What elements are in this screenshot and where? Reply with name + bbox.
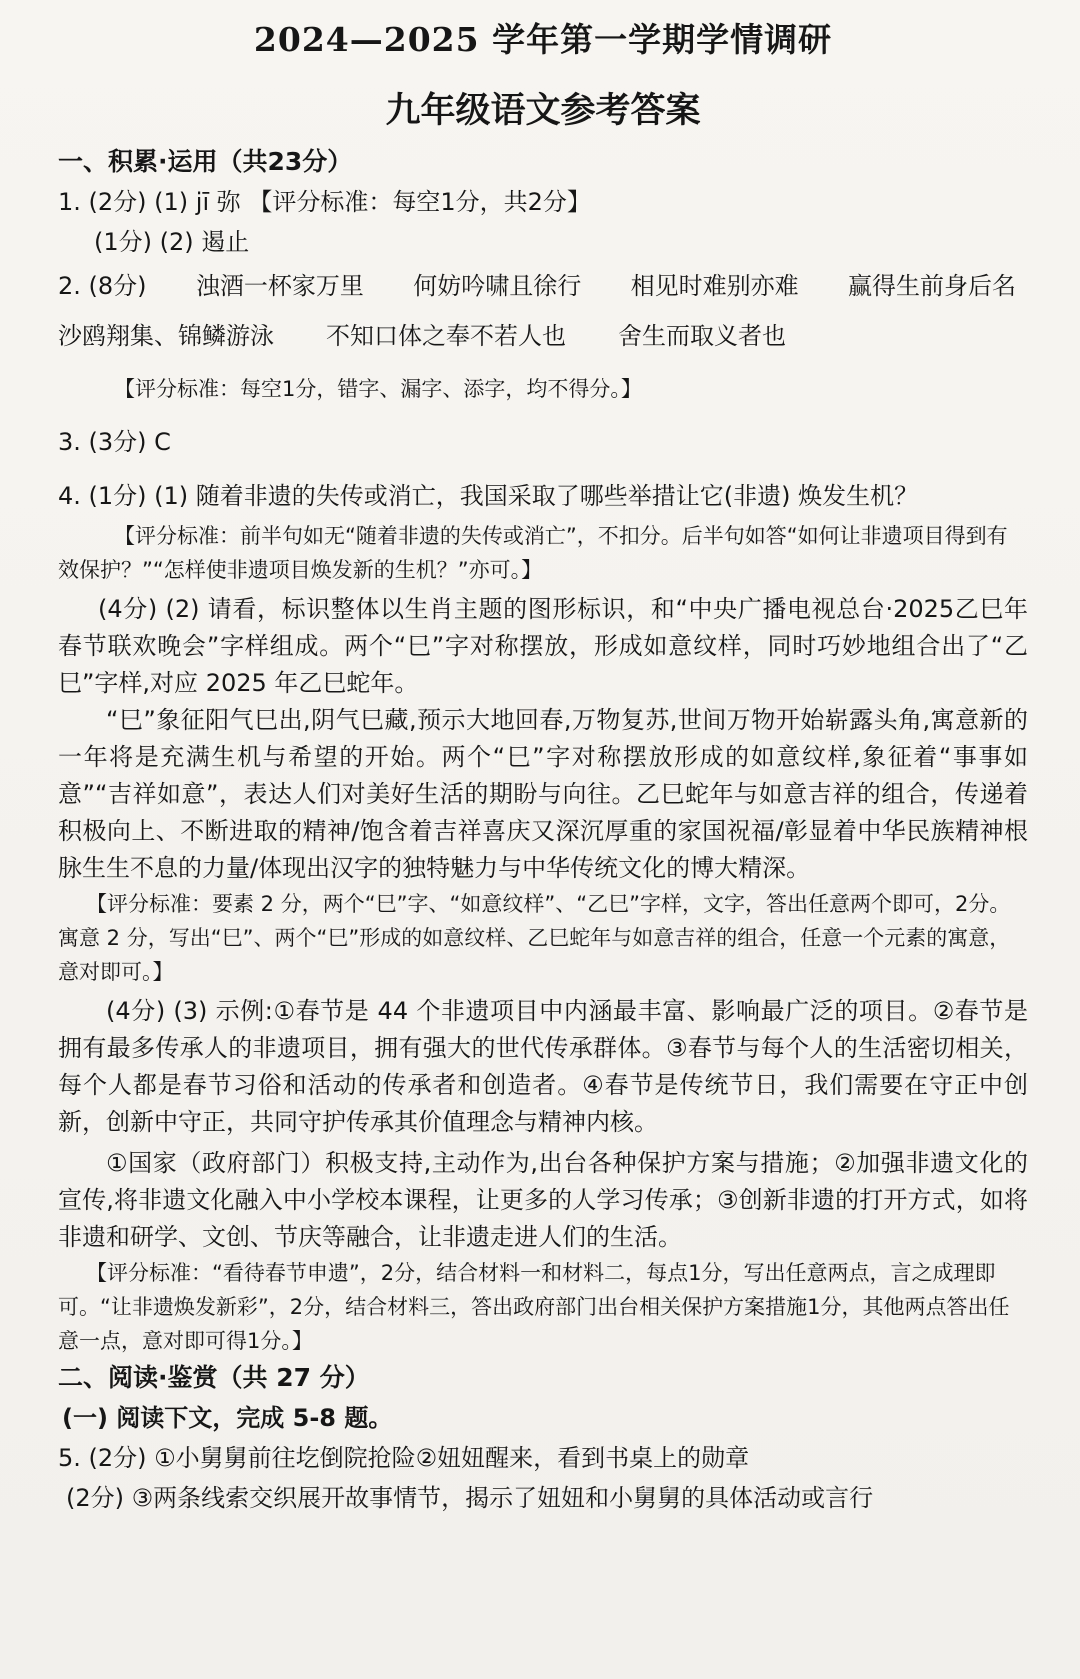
section-heading-1: 一、积累·运用（共23分） xyxy=(58,147,353,176)
question-2-item: 何妨吟啸且徐行 xyxy=(413,272,582,300)
question-2-row-2 xyxy=(58,316,1028,356)
question-5-part-1: 5. (2分) ①小舅舅前往圪倒院抢险②妞妞醒来，看到书桌上的勋章 xyxy=(58,1444,750,1472)
question-4-part-2-paragraph-1: (4分) (2) 请看，标识整体以生肖主题的图形标识，和“中央广播电视总台·2025乙巳年春节联欢晚会”字样组成。两个“巳”字对称摆放，形成如意纹样，同时巧妙地组合出了“乙巳”字样,对应 2025 年乙巳蛇年。 xyxy=(58,595,1028,697)
question-1-part-2: (1分) (2) 遏止 xyxy=(94,228,250,256)
question-2-row-1 xyxy=(58,266,1028,306)
question-4-part-2-scoring-note: 【评分标准：要素 2 分，两个“巳”字、“如意纹样”、“乙巳”字样，文字，答出任意两个即可，2分。寓意 2 分，写出“巳”、两个“巳”形成的如意纹样、乙巳蛇年与如意吉祥的组合，任意一个元素的寓意，意对即可。】 xyxy=(58,892,1011,984)
question-4-part-3-paragraph-2: ①国家（政府部门）积极支持,主动作为,出台各种保护方案与措施；②加强非遗文化的宣传,将非遗文化融入中小学校本课程，让更多的人学习传承；③创新非遗的打开方式，如将非遗和研学、文创、节庆等融合，让非遗走进人们的生活。 xyxy=(58,1149,1028,1251)
question-4-part-1-scoring-note: 【评分标准：前半句如无“随着非遗的失传或消亡”，不扣分。后半句如答“如何让非遗项目得到有效保护？”“怎样使非遗项目焕发新的生机？”亦可。】 xyxy=(58,524,1008,582)
question-2-item: 浊酒一杯家万里 xyxy=(195,272,364,300)
question-2-item: 不知口体之奉不若人也 xyxy=(326,322,566,350)
question-4-part-3-paragraph-1: (4分) (3) 示例:①春节是 44 个非遗项目中内涵最丰富、影响最广泛的项目。②春节是拥有最多传承人的非遗项目，拥有强大的世代传承群体。③春节与每个人的生活密切相关，每个人都是春节习俗和活动的传承者和创造者。④春节是传统节日，我们需要在守正中创新，创新中守正，共同守护传承其价值理念与精神内核。 xyxy=(58,997,1028,1136)
question-2-label: 2. (8分) xyxy=(58,272,147,300)
question-2-item: 沙鸥翔集、锦鳞游泳 xyxy=(58,322,274,350)
question-1-part-1: 1. (2分) (1) jī 弥 【评分标准：每空1分，共2分】 xyxy=(58,188,591,216)
question-2-item: 赢得生前身后名 xyxy=(847,272,1016,300)
document-subtitle: 九年级语文参考答案 xyxy=(385,90,701,131)
question-5-part-2: (2分) ③两条线索交织展开故事情节，揭示了妞妞和小舅舅的具体活动或言行 xyxy=(66,1484,874,1512)
question-3: 3. (3分) C xyxy=(58,428,171,456)
section-2-subheading: (一) 阅读下文，完成 5-8 题。 xyxy=(62,1404,393,1432)
question-4-part-3-scoring-note: 【评分标准：“看待春节申遗”，2分，结合材料一和材料二，每点1分，写出任意两点，言之成理即可。“让非遗焕发新彩”，2分，结合材料三，答出政府部门出台相关保护方案措施1分，其他两点答出任意一点，意对即可得1分。】 xyxy=(58,1261,1010,1353)
question-4-part-2-paragraph-2: “巳”象征阳气巳出,阴气巳藏,预示大地回春,万物复苏,世间万物开始崭露头角,寓意新的一年将是充满生机与希望的开始。两个“巳”字对称摆放形成的如意纹样,象征着“事事如意”“吉祥如意”，表达人们对美好生活的期盼与向往。乙巳蛇年与如意吉祥的组合，传递着积极向上、不断进取的精神/饱含着吉祥喜庆又深沉厚重的家国祝福/彰显着中华民族精神根脉生生不息的力量/体现出汉字的独特魅力与中华传统文化的博大精深。 xyxy=(58,706,1028,882)
question-2-item: 舍生而取义者也 xyxy=(618,322,786,350)
question-2-item: 相见时难别亦难 xyxy=(630,272,799,300)
document-title: 2024—2025 学年第一学期学情调研 xyxy=(253,20,833,59)
question-2-scoring-note: 【评分标准：每空1分，错字、漏字、添字，均不得分。】 xyxy=(114,377,642,401)
section-heading-2: 二、阅读·鉴赏（共 27 分） xyxy=(58,1363,370,1392)
question-4-part-1: 4. (1分) (1) 随着非遗的失传或消亡，我国采取了哪些举措让它(非遗) 焕发生机？ xyxy=(58,482,919,510)
